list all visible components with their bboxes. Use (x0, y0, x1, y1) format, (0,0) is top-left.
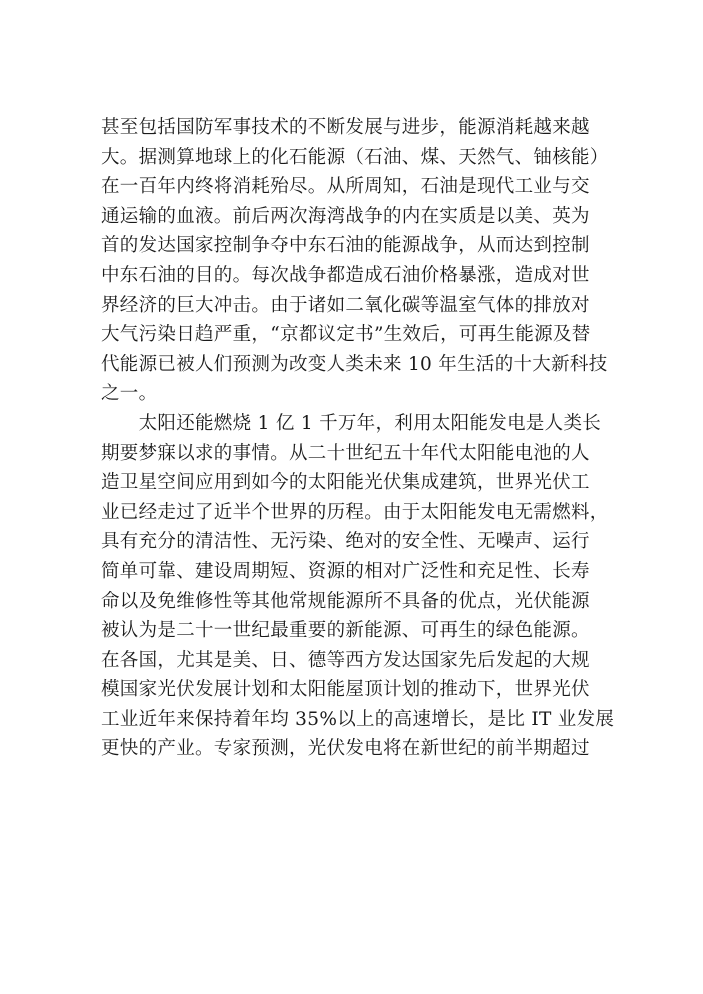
text-line: 被认为是二十一世纪最重要的新能源、可再生的绿色能源。 (101, 620, 590, 642)
text-line: 之一。 (101, 383, 158, 405)
text-line: 中东石油的目的。每次战争都造成石油价格暴涨，造成对世 (101, 264, 590, 286)
text-line: 命以及免维修性等其他常规能源所不具备的优点，光伏能源 (101, 590, 590, 612)
text-line: 在一百年内终将消耗殆尽。从所周知，石油是现代工业与交 (101, 176, 590, 198)
text-line: 代能源已被人们预测为改变人类未来 10 年生活的十大新科技 (101, 353, 608, 375)
text-line: 工业近年来保持着年均 35%以上的高速增长，是比 IT 业发展 (101, 708, 615, 730)
text-line: 界经济的巨大冲击。由于诸如二氧化碳等温室气体的排放对 (101, 294, 590, 316)
text-line: 甚至包括国防军事技术的不断发展与进步，能源消耗越来越 (101, 117, 590, 138)
text-line: 期要梦寐以求的事情。从二十世纪五十年代太阳能电池的人 (101, 442, 590, 464)
text-line: 大气污染日趋严重，“京都议定书”生效后，可再生能源及替 (101, 324, 591, 346)
text-line: 简单可靠、建设周期短、资源的相对广泛性和充足性、长寿 (101, 560, 590, 582)
text-line: 造卫星空间应用到如今的太阳能光伏集成建筑，世界光伏工 (101, 472, 590, 494)
text-line: 具有充分的清洁性、无污染、绝对的安全性、无噪声、运行 (101, 531, 590, 553)
text-line: 模国家光伏发展计划和太阳能屋顶计划的推动下，世界光伏 (101, 679, 590, 701)
text-line: 业已经走过了近半个世界的历程。由于太阳能发电无需燃料， (101, 501, 609, 523)
text-line: 首的发达国家控制争夺中东石油的能源战争，从而达到控制 (101, 235, 590, 257)
body-text (101, 113, 615, 764)
text-line: 在各国，尤其是美、日、德等西方发达国家先后发起的大规 (101, 649, 590, 671)
text-line: 通运输的血液。前后两次海湾战争的内在实质是以美、英为 (101, 205, 590, 227)
paragraph-start-line: 太阳还能燃烧 1 亿 1 千万年，利用太阳能发电是人类长 (101, 412, 602, 434)
text-line: 更快的产业。专家预测，光伏发电将在新世纪的前半期超过 (101, 738, 590, 760)
text-line: 大。据测算地球上的化石能源（石油、煤、天然气、铀核能） (101, 146, 609, 168)
